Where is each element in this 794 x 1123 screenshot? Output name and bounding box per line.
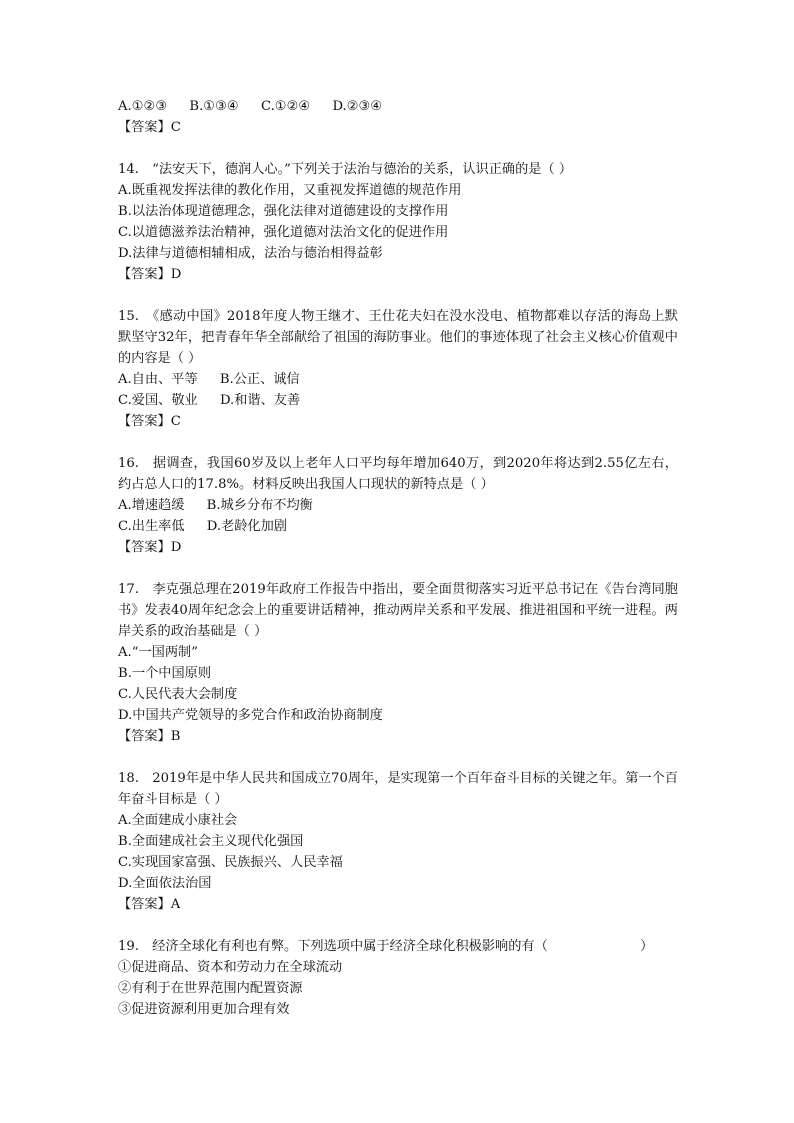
question-19-item-3: ③促进资源利用更加合理有效	[118, 1002, 290, 1017]
question-18-answer: 【答案】A	[118, 897, 181, 912]
question-16-answer: 【答案】D	[118, 540, 182, 555]
prev-question-options	[118, 96, 678, 117]
question-14-option-b: B.以法治体现道德理念，强化法律对道德建设的支撑作用	[118, 204, 449, 219]
question-17-option-d: D.中国共产党领导的多党合作和政治协商制度	[118, 708, 383, 723]
question-18-text: 18. 2019年是中华人民共和国成立70周年，是实现第一个百年奋斗目标的关键之年。第一个百年奋斗目标是（ ）	[118, 771, 678, 807]
question-17-option-b: B.一个中国原则	[118, 666, 212, 681]
question-16-option-b: B.城乡分布不均衡	[206, 498, 313, 513]
question-14-answer: 【答案】D	[118, 267, 182, 282]
question-15-options-row2	[118, 390, 678, 411]
question-15-option-b: B.公正、诚信	[219, 372, 300, 387]
question-18-option-b: B.全面建成社会主义现代化强国	[118, 834, 304, 849]
question-15-options-row1	[118, 369, 678, 390]
question-19-item-2: ②有利于在世界范围内配置资源	[118, 981, 303, 996]
question-16-options-row1	[118, 495, 678, 516]
question-15-option-c: C.爱国、敬业	[118, 393, 198, 408]
question-15-text: 15. 《感动中国》2018年度人物王继才、王仕花夫妇在没水没电、植物都难以存活的海岛上默默坚守32年，把青春年华全部献给了祖国的海防事业。他们的事迹体现了社会主义核心价值观中的内容是（ ）	[118, 309, 678, 366]
question-16-options-row2	[118, 516, 678, 537]
option-b: B.①③④	[189, 99, 239, 114]
question-14-option-d: D.法律与道德相辅相成，法治与德治相得益彰	[118, 246, 383, 261]
question-17-option-a: A.“一国两制”	[118, 645, 198, 660]
question-16-text: 16. 据调查，我国60岁及以上老年人口平均每年增加640万，到2020年将达到2.55亿左右，约占总人口的17.8%。材料反映出我国人口现状的新特点是（ ）	[118, 456, 678, 492]
question-19-item-1: ①促进商品、资本和劳动力在全球流动	[118, 960, 343, 975]
question-16-option-a: A.增速趋缓	[118, 498, 185, 513]
question-17-option-c: C.人民代表大会制度	[118, 687, 238, 702]
question-15-answer: 【答案】C	[118, 414, 181, 429]
question-17-text: 17. 李克强总理在2019年政府工作报告中指出，要全面贯彻落实习近平总书记在《告台湾同胞书》发表40周年纪念会上的重要讲话精神，推动两岸关系和平发展、推进祖国和平统一进程。两岸关系的政治基础是（ ）	[118, 582, 678, 639]
question-15-option-a: A.自由、平等	[118, 372, 198, 387]
prev-question-answer: 【答案】C	[118, 120, 181, 135]
question-14-option-c: C.以道德滋养法治精神，强化道德对法治文化的促进作用	[118, 225, 449, 240]
question-18-option-d: D.全面依法治国	[118, 876, 212, 891]
document-page	[118, 96, 678, 1020]
question-18-option-c: C.实现国家富强、民族振兴、人民幸福	[118, 855, 343, 870]
question-16-option-d: D.老龄化加剧	[206, 519, 287, 534]
question-18-option-a: A.全面建成小康社会	[118, 813, 238, 828]
option-a: A.①②③	[118, 99, 168, 114]
option-d: D.②③④	[332, 99, 383, 114]
question-14-text: 14. “法安天下，德润人心。”下列关于法治与德治的关系，认识正确的是（ ）	[118, 162, 573, 177]
question-16-option-c: C.出生率低	[118, 519, 185, 534]
question-14-option-a: A.既重视发挥法律的教化作用，又重视发挥道德的规范作用	[118, 183, 462, 198]
question-17-answer: 【答案】B	[118, 729, 181, 744]
question-19-text: 19. 经济全球化有利也有弊。下列选项中属于经济全球化积极影响的有（ ）	[118, 939, 654, 954]
option-c: C.①②④	[260, 99, 311, 114]
question-15-option-d: D.和谐、友善	[219, 393, 301, 408]
